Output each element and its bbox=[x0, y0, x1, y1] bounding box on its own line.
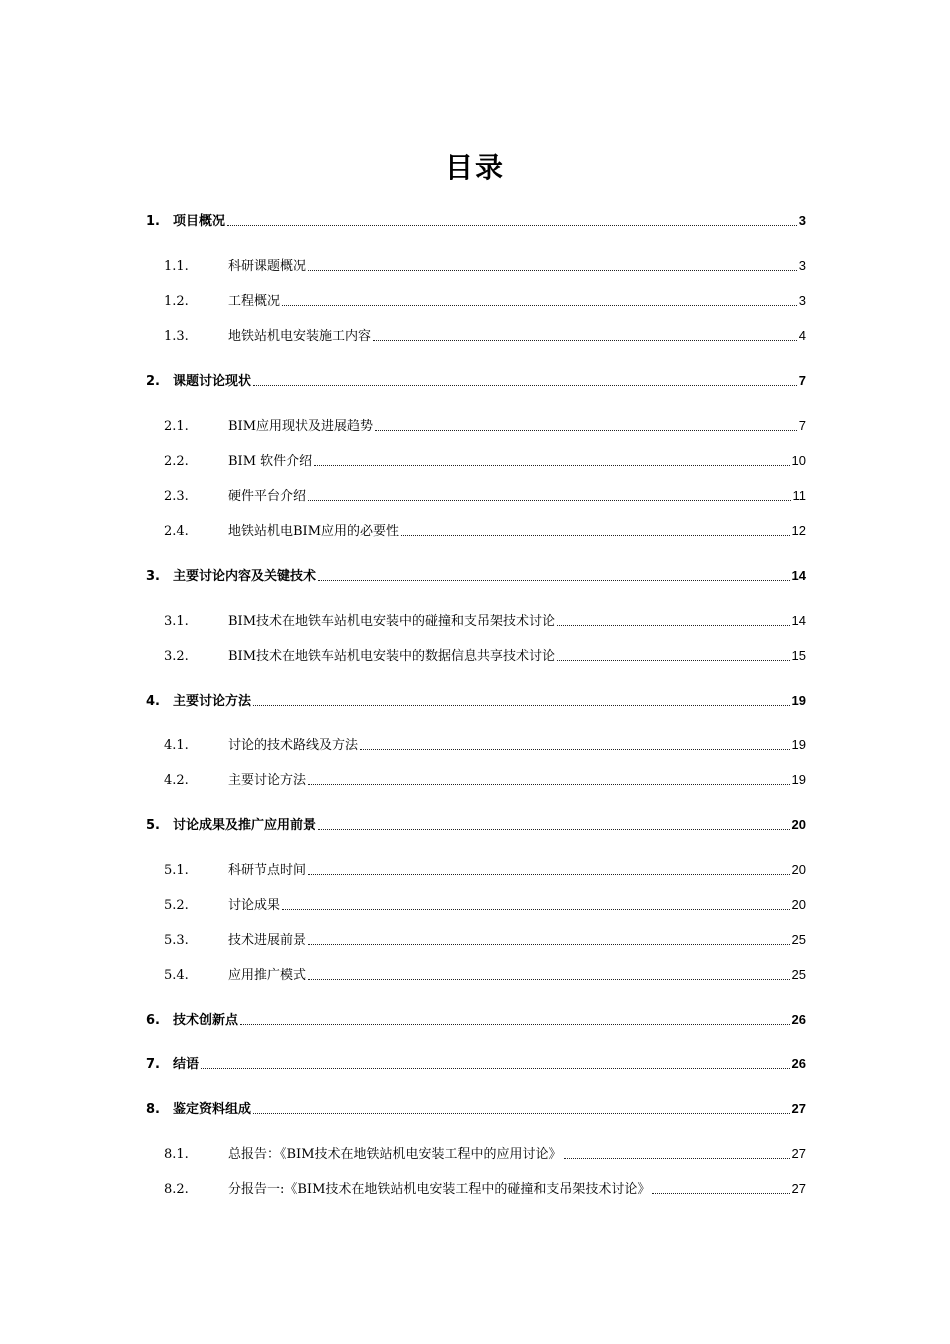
toc-section-entry[interactable] bbox=[164, 964, 806, 983]
entry-number: 2. bbox=[146, 374, 160, 389]
entry-number: 5.2. bbox=[164, 898, 189, 913]
entry-title: 结语 bbox=[173, 1057, 200, 1072]
entry-number: 1.2. bbox=[164, 294, 189, 309]
dot-leader bbox=[308, 500, 790, 501]
entry-title: 总报告：《BIM技术在地铁站机电安装工程中的应用讨论》 bbox=[228, 1147, 562, 1162]
entry-page-number: 12 bbox=[791, 523, 806, 538]
entry-title: 分报告一:《BIM技术在地铁站机电安装工程中的碰撞和支吊架技术讨论》 bbox=[228, 1182, 651, 1197]
entry-page-number: 10 bbox=[791, 453, 806, 468]
toc-chapter-entry[interactable] bbox=[146, 1098, 806, 1117]
entry-title: 主要讨论方法 bbox=[228, 773, 307, 788]
entry-page-number: 14 bbox=[791, 613, 806, 628]
entry-page-number: 20 bbox=[791, 862, 806, 877]
toc-section-entry[interactable] bbox=[164, 1178, 806, 1197]
dot-leader bbox=[282, 305, 797, 306]
entry-title: 讨论成果及推广应用前景 bbox=[173, 818, 317, 833]
entry-number: 2.1. bbox=[164, 419, 189, 434]
entry-page-number: 27 bbox=[791, 1146, 806, 1161]
entry-number: 3.1. bbox=[164, 614, 189, 629]
toc-section-entry[interactable] bbox=[164, 929, 806, 948]
dot-leader bbox=[253, 1113, 790, 1114]
entry-number: 5.4. bbox=[164, 968, 189, 983]
dot-leader bbox=[282, 909, 790, 910]
entry-title: 主要讨论内容及关键技术 bbox=[173, 569, 317, 584]
entry-page-number: 27 bbox=[791, 1181, 806, 1196]
entry-page-number: 25 bbox=[791, 967, 806, 982]
entry-number: 3.2. bbox=[164, 649, 189, 664]
entry-title: 主要讨论方法 bbox=[173, 694, 252, 709]
entry-title: 课题讨论现状 bbox=[173, 374, 252, 389]
dot-leader bbox=[375, 430, 797, 431]
dot-leader bbox=[201, 1068, 790, 1069]
entry-number: 5.3. bbox=[164, 933, 189, 948]
entry-title: BIM 软件介绍 bbox=[228, 454, 313, 469]
entry-title: 项目概况 bbox=[173, 214, 226, 229]
dot-leader bbox=[557, 660, 790, 661]
entry-number: 3. bbox=[146, 569, 160, 584]
entry-number: 8. bbox=[146, 1102, 160, 1117]
entry-page-number: 19 bbox=[791, 693, 806, 708]
entry-number: 1.1. bbox=[164, 259, 189, 274]
dot-leader bbox=[308, 784, 790, 785]
toc-section-entry[interactable] bbox=[164, 450, 806, 469]
dot-leader bbox=[318, 829, 790, 830]
entry-number: 4.1. bbox=[164, 738, 189, 753]
entry-page-number: 3 bbox=[798, 258, 806, 273]
entry-number: 8.2. bbox=[164, 1182, 189, 1197]
entry-title: BIM技术在地铁车站机电安装中的碰撞和支吊架技术讨论 bbox=[228, 614, 555, 629]
toc-section-entry[interactable] bbox=[164, 520, 806, 539]
entry-title: 技术创新点 bbox=[173, 1013, 239, 1028]
dot-leader bbox=[227, 225, 797, 226]
dot-leader bbox=[373, 340, 797, 341]
entry-number: 5.1. bbox=[164, 863, 189, 878]
entry-page-number: 25 bbox=[791, 932, 806, 947]
dot-leader bbox=[308, 979, 790, 980]
dot-leader bbox=[318, 580, 790, 581]
toc-section-entry[interactable] bbox=[164, 255, 806, 274]
dot-leader bbox=[557, 625, 790, 626]
entry-number: 4.2. bbox=[164, 773, 189, 788]
entry-title: 应用推广模式 bbox=[228, 968, 307, 983]
toc-section-entry[interactable] bbox=[164, 1143, 806, 1162]
toc-chapter-entry[interactable] bbox=[146, 565, 806, 584]
entry-page-number: 3 bbox=[798, 213, 806, 228]
entry-number: 2.4. bbox=[164, 524, 189, 539]
toc-chapter-entry[interactable] bbox=[146, 210, 806, 229]
toc-section-entry[interactable] bbox=[164, 859, 806, 878]
dot-leader bbox=[308, 874, 790, 875]
entry-number: 5. bbox=[146, 818, 160, 833]
entry-number: 8.1. bbox=[164, 1147, 189, 1162]
toc-section-entry[interactable] bbox=[164, 415, 806, 434]
entry-page-number: 4 bbox=[798, 328, 806, 343]
dot-leader bbox=[401, 535, 790, 536]
entry-page-number: 20 bbox=[791, 897, 806, 912]
toc-section-entry[interactable] bbox=[164, 894, 806, 913]
toc-section-entry[interactable] bbox=[164, 485, 806, 504]
entry-number: 6. bbox=[146, 1013, 160, 1028]
dot-leader bbox=[308, 944, 790, 945]
entry-title: 鉴定资料组成 bbox=[173, 1102, 252, 1117]
toc-chapter-entry[interactable] bbox=[146, 1053, 806, 1072]
toc-chapter-entry[interactable] bbox=[146, 814, 806, 833]
toc-section-entry[interactable] bbox=[164, 645, 806, 664]
entry-page-number: 3 bbox=[798, 293, 806, 308]
entry-page-number: 20 bbox=[791, 817, 806, 832]
entry-number: 1. bbox=[146, 214, 160, 229]
dot-leader bbox=[564, 1158, 790, 1159]
toc-chapter-entry[interactable] bbox=[146, 1009, 806, 1028]
entry-title: 技术进展前景 bbox=[228, 933, 307, 948]
toc-chapter-entry[interactable] bbox=[146, 690, 806, 709]
entry-title: BIM技术在地铁车站机电安装中的数据信息共享技术讨论 bbox=[228, 649, 555, 664]
entry-page-number: 15 bbox=[791, 648, 806, 663]
entry-page-number: 7 bbox=[798, 418, 806, 433]
entry-page-number: 27 bbox=[791, 1101, 806, 1116]
entry-title: 科研课题概况 bbox=[228, 259, 307, 274]
toc-chapter-entry[interactable] bbox=[146, 370, 806, 389]
entry-title: 工程概况 bbox=[228, 294, 281, 309]
dot-leader bbox=[253, 705, 790, 706]
dot-leader bbox=[360, 749, 790, 750]
entry-page-number: 11 bbox=[792, 488, 806, 503]
toc-section-entry[interactable] bbox=[164, 290, 806, 309]
dot-leader bbox=[240, 1024, 790, 1025]
toc-section-entry[interactable] bbox=[164, 734, 806, 753]
entry-title: 讨论的技术路线及方法 bbox=[228, 738, 359, 753]
dot-leader bbox=[253, 385, 797, 386]
entry-page-number: 14 bbox=[791, 568, 806, 583]
dot-leader bbox=[308, 270, 797, 271]
entry-title: 地铁站机电安装施工内容 bbox=[228, 329, 372, 344]
entry-title: 科研节点时间 bbox=[228, 863, 307, 878]
entry-title: 讨论成果 bbox=[228, 898, 281, 913]
toc-title: 目录 bbox=[444, 151, 505, 184]
entry-page-number: 26 bbox=[791, 1012, 806, 1027]
entry-number: 1.3. bbox=[164, 329, 189, 344]
entry-number: 2.3. bbox=[164, 489, 189, 504]
entry-title: 地铁站机电BIM应用的必要性 bbox=[228, 524, 399, 539]
toc-section-entry[interactable] bbox=[164, 769, 806, 788]
entry-page-number: 19 bbox=[791, 772, 806, 787]
entry-number: 7. bbox=[146, 1057, 160, 1072]
entry-title: BIM应用现状及进展趋势 bbox=[228, 419, 373, 434]
entry-title: 硬件平台介绍 bbox=[228, 489, 307, 504]
entry-number: 4. bbox=[146, 694, 160, 709]
entry-page-number: 26 bbox=[791, 1056, 806, 1071]
dot-leader bbox=[314, 465, 789, 466]
entry-number: 2.2. bbox=[164, 454, 189, 469]
entry-page-number: 19 bbox=[791, 737, 806, 752]
toc-section-entry[interactable] bbox=[164, 325, 806, 344]
dot-leader bbox=[652, 1193, 789, 1194]
toc-section-entry[interactable] bbox=[164, 610, 806, 629]
entry-page-number: 7 bbox=[798, 373, 806, 388]
